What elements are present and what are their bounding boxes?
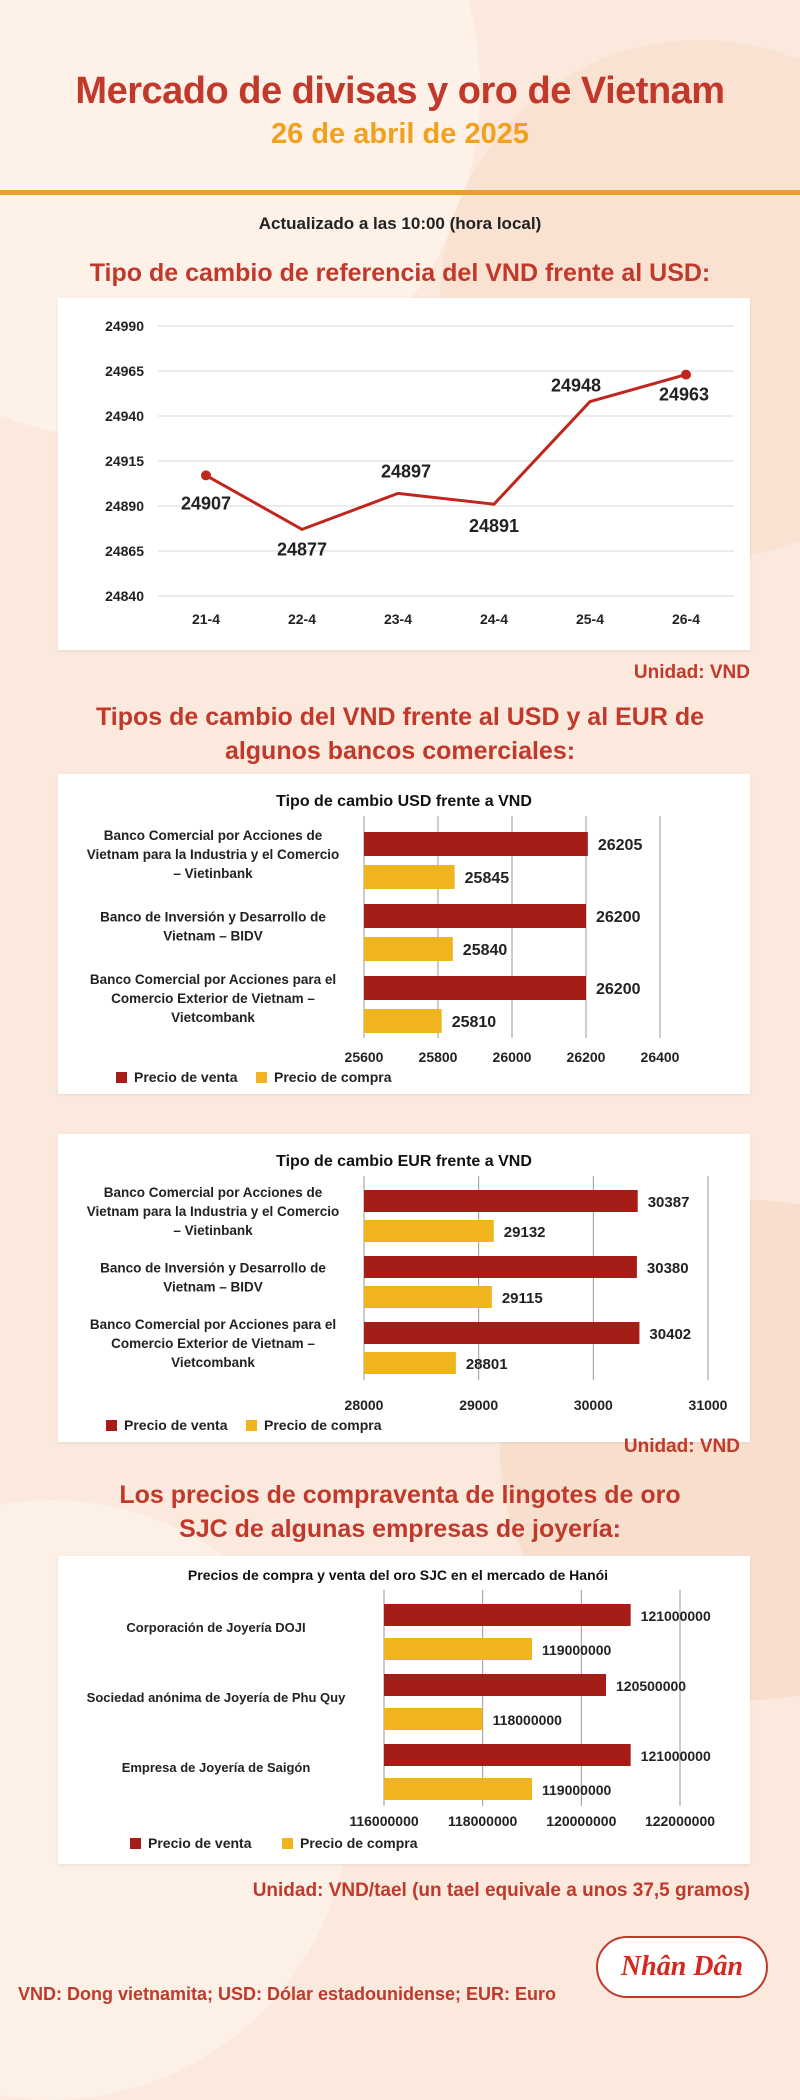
x-tick-label: 25-4 (575, 611, 605, 627)
data-label: 25840 (462, 942, 508, 959)
data-label: 28801 (465, 1356, 508, 1373)
category-label: Comercio Exterior de Vietnam – (111, 1336, 315, 1351)
x-tick-label: 26400 (640, 1049, 680, 1065)
legend-swatch-buy (246, 1420, 257, 1431)
sell-bar (364, 1322, 639, 1344)
data-label: 120500000 (616, 1678, 687, 1694)
category-label: – Vietinbank (173, 866, 253, 881)
category-label: Vietcombank (171, 1010, 255, 1025)
data-label: 119000000 (542, 1642, 612, 1658)
x-tick-label: 31000 (688, 1397, 728, 1413)
x-tick-label: 29000 (459, 1397, 499, 1413)
x-tick-label: 23-4 (383, 611, 413, 627)
sell-bar (384, 1744, 631, 1766)
x-tick-label: 118000000 (448, 1813, 518, 1829)
data-point (201, 470, 211, 480)
legend-label: Precio de venta (148, 1835, 252, 1851)
legend-label: Precio de venta (124, 1417, 228, 1433)
sell-bar (364, 976, 586, 1000)
data-point (681, 370, 691, 380)
category-label: Corporación de Joyería DOJI (126, 1620, 306, 1635)
y-tick-label: 24940 (105, 408, 144, 424)
buy-bar (384, 1708, 483, 1730)
sell-bar (364, 832, 588, 856)
buy-bar (384, 1638, 532, 1660)
data-label: 25845 (464, 870, 510, 887)
sell-bar (364, 904, 586, 928)
bank-rates-unit: Unidad: VND (623, 1436, 740, 1457)
data-label: 26205 (597, 837, 643, 854)
gold-prices-panel (58, 1556, 750, 1864)
buy-bar (364, 1009, 442, 1033)
x-tick-label: 28000 (344, 1397, 384, 1413)
data-label: 30387 (647, 1194, 690, 1211)
data-label: 121000000 (640, 1608, 711, 1624)
x-tick-label: 116000000 (349, 1813, 419, 1829)
eur-rates-bar-chart (58, 1134, 750, 1442)
data-label: 24907 (180, 493, 232, 514)
chart-title: Tipo de cambio USD frente a VND (276, 793, 532, 810)
x-tick-label: 24-4 (479, 611, 509, 627)
category-label: – Vietinbank (173, 1223, 253, 1238)
sell-bar (384, 1674, 606, 1696)
data-label: 119000000 (542, 1782, 612, 1798)
data-label: 24897 (380, 461, 432, 482)
sell-bar (364, 1190, 638, 1212)
gold-prices-bar-chart (58, 1556, 750, 1864)
legend-swatch-buy (256, 1072, 267, 1083)
category-label: Banco Comercial por Acciones para el (89, 972, 337, 987)
data-label: 29115 (501, 1290, 543, 1307)
y-tick-label: 24915 (105, 453, 144, 469)
gold-prices-title-line2: SJC de algunas empresas de joyería: (179, 1515, 621, 1543)
page-date: 26 de abril de 2025 (271, 118, 529, 150)
buy-bar (364, 937, 453, 961)
x-tick-label: 26000 (492, 1049, 532, 1065)
data-label: 26200 (596, 909, 641, 926)
x-tick-label: 22-4 (287, 611, 317, 627)
buy-bar (364, 865, 455, 889)
nhan-dan-logo (596, 1936, 768, 1998)
category-label: Banco Comercial por Acciones de (103, 1185, 323, 1200)
buy-bar (384, 1778, 532, 1800)
data-label: 25810 (451, 1014, 497, 1031)
category-label: Vietcombank (171, 1355, 255, 1370)
x-tick-label: 122000000 (644, 1813, 716, 1829)
eur-rates-panel (58, 1134, 750, 1442)
x-tick-label: 21-4 (191, 611, 221, 627)
data-label: 118000000 (492, 1712, 562, 1728)
data-label: 30402 (649, 1326, 692, 1343)
category-label: Comercio Exterior de Vietnam – (111, 991, 315, 1006)
legend-label: Precio de venta (134, 1069, 238, 1085)
y-tick-label: 24840 (105, 588, 144, 604)
y-tick-label: 24965 (105, 363, 144, 379)
data-label: 24948 (550, 375, 602, 396)
legend-swatch-buy (282, 1838, 293, 1849)
category-label: Vietnam para la Industria y el Comercio (86, 847, 340, 862)
reference-rate-title: Tipo de cambio de referencia del VND frente al USD: (89, 259, 711, 287)
category-label: Vietnam para la Industria y el Comercio (86, 1204, 340, 1219)
reference-rate-panel (58, 298, 750, 650)
category-label: Empresa de Joyería de Saigón (121, 1760, 311, 1775)
reference-rate-line-chart (58, 298, 750, 650)
updated-note: Actualizado a las 10:00 (hora local) (258, 214, 542, 233)
gold-prices-title-line1: Los precios de compraventa de lingotes de oro (119, 1481, 681, 1509)
x-tick-label: 25600 (344, 1049, 384, 1065)
y-tick-label: 24890 (105, 498, 144, 514)
x-tick-label: 120000000 (546, 1813, 617, 1829)
usd-rates-bar-chart (58, 774, 750, 1094)
data-label: 24963 (658, 384, 710, 405)
category-label: Banco de Inversión y Desarrollo de (100, 1260, 326, 1276)
sell-bar (384, 1604, 631, 1626)
legend-swatch-sell (116, 1072, 127, 1083)
usd-rates-panel (58, 774, 750, 1094)
category-label: Vietnam – BIDV (163, 928, 263, 944)
gold-prices-unit: Unidad: VND/tael (un tael equivale a unos 37,5 gramos) (252, 1880, 750, 1901)
buy-bar (364, 1286, 492, 1308)
bank-rates-title-line2: algunos bancos comerciales: (224, 737, 576, 765)
footer-abbreviations: VND: Dong vietnamita; USD: Dólar estadounidense; EUR: Euro (18, 1984, 557, 2004)
y-tick-label: 24990 (105, 318, 144, 334)
data-label: 29132 (503, 1224, 546, 1241)
x-tick-label: 26-4 (671, 611, 701, 627)
category-label: Banco Comercial por Acciones de (103, 828, 323, 843)
data-label: 30380 (646, 1260, 689, 1277)
data-label: 121000000 (640, 1748, 711, 1764)
category-label: Vietnam – BIDV (163, 1279, 263, 1295)
x-tick-label: 30000 (573, 1397, 613, 1413)
data-label: 24891 (468, 516, 520, 537)
category-label: Banco de Inversión y Desarrollo de (100, 909, 326, 925)
category-label: Banco Comercial por Acciones para el (89, 1317, 337, 1332)
reference-rate-unit: Unidad: VND (633, 662, 750, 683)
legend-label: Precio de compra (300, 1835, 418, 1851)
x-tick-label: 26200 (566, 1049, 606, 1065)
x-tick-label: 25800 (418, 1049, 458, 1065)
bank-rates-title-line1: Tipos de cambio del VND frente al USD y al EUR de (95, 703, 705, 731)
buy-bar (364, 1352, 456, 1374)
legend-label: Precio de compra (264, 1417, 382, 1433)
legend-label: Precio de compra (274, 1069, 392, 1085)
category-label: Sociedad anónima de Joyería de Phu Quy (86, 1690, 346, 1705)
page-title: Mercado de divisas y oro de Vietnam (75, 70, 725, 112)
legend-swatch-sell (130, 1838, 141, 1849)
data-label: 24877 (276, 539, 328, 560)
buy-bar (364, 1220, 494, 1242)
chart-title: Tipo de cambio EUR frente a VND (276, 1153, 532, 1170)
y-tick-label: 24865 (105, 543, 144, 559)
chart-title: Precios de compra y venta del oro SJC en el mercado de Hanói (187, 1567, 609, 1583)
sell-bar (364, 1256, 637, 1278)
legend-swatch-sell (106, 1420, 117, 1431)
data-label: 26200 (596, 981, 641, 998)
logo-text: Nhân Dân (620, 1951, 744, 1982)
header-divider (0, 190, 800, 195)
